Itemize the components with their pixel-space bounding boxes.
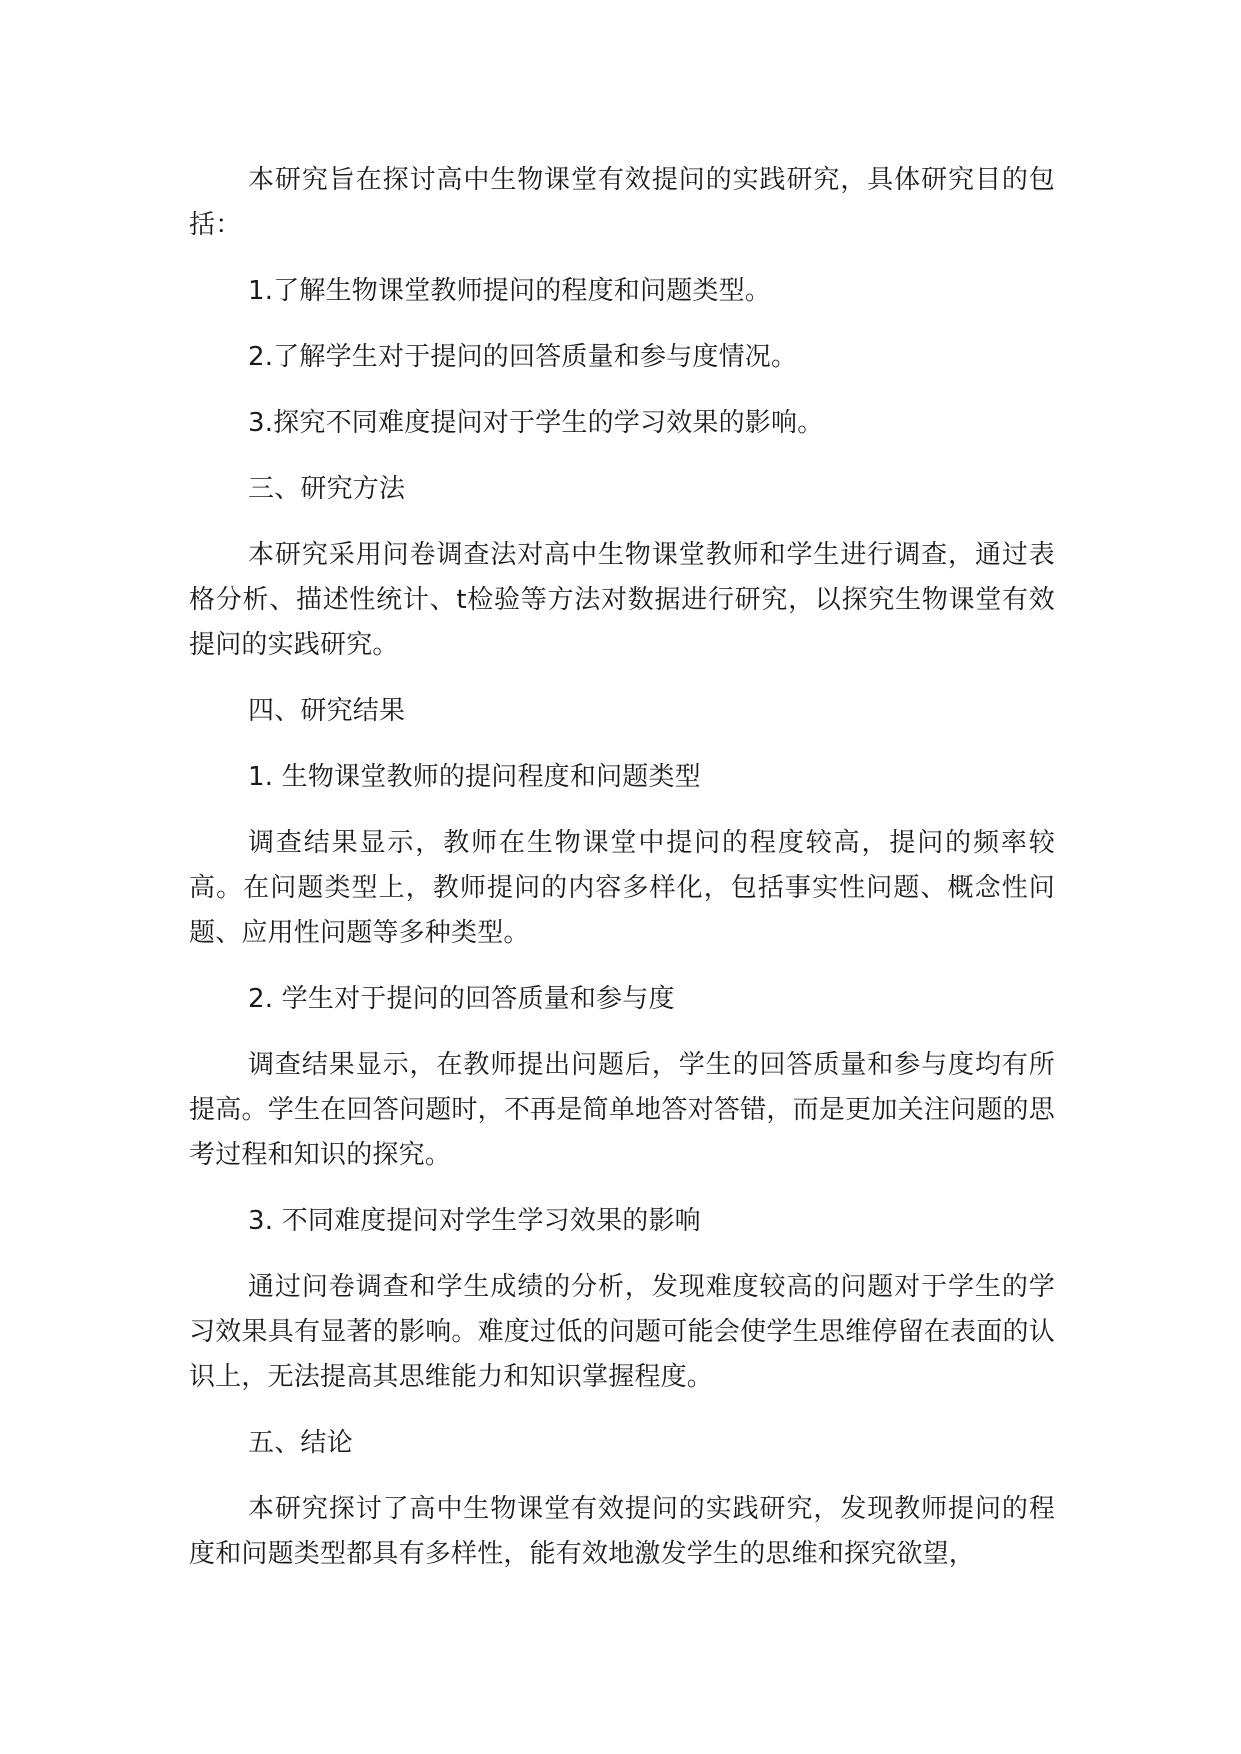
paragraph-result-3: 通过问卷调查和学生成绩的分析，发现难度较高的问题对于学生的学习效果具有显著的影响。难度过低的问题可能会使学生思维停留在表面的认识上，无法提高其思维能力和知识掌握程度。 <box>189 1272 1055 1392</box>
paragraph-methods: 本研究采用问卷调查法对高中生物课堂教师和学生进行调查，通过表格分析、描述性统计、t检验等方法对数据进行研究，以探究生物课堂有效提问的实践研究。 <box>189 540 1055 660</box>
section-heading-methods: 三、研究方法 <box>248 474 406 504</box>
subheading-result-1: 1. 生物课堂教师的提问程度和问题类型 <box>248 762 701 792</box>
list-item-purpose-2: 2.了解学生对于提问的回答质量和参与度情况。 <box>248 342 798 372</box>
paragraph-result-1: 调查结果显示，教师在生物课堂中提问的程度较高，提问的频率较高。在问题类型上，教师提问的内容多样化，包括事实性问题、概念性问题、应用性问题等多种类型。 <box>189 828 1055 948</box>
section-heading-results: 四、研究结果 <box>248 696 406 726</box>
list-item-purpose-3: 3.探究不同难度提问对于学生的学习效果的影响。 <box>248 408 824 438</box>
paragraph-result-2: 调查结果显示，在教师提出问题后，学生的回答质量和参与度均有所提高。学生在回答问题时，不再是简单地答对答错，而是更加关注问题的思考过程和知识的探究。 <box>189 1050 1055 1170</box>
document-body <box>189 158 1055 1598</box>
list-item-purpose-1: 1.了解生物课堂教师提问的程度和问题类型。 <box>248 276 772 306</box>
paragraph-conclusion: 本研究探讨了高中生物课堂有效提问的实践研究，发现教师提问的程度和问题类型都具有多样性，能有效地激发学生的思维和探究欲望， <box>189 1494 1055 1569</box>
section-heading-conclusion: 五、结论 <box>248 1428 353 1458</box>
subheading-result-3: 3. 不同难度提问对学生学习效果的影响 <box>248 1206 701 1236</box>
paragraph-research-purpose: 本研究旨在探讨高中生物课堂有效提问的实践研究，具体研究目的包括： <box>189 165 1055 240</box>
subheading-result-2: 2. 学生对于提问的回答质量和参与度 <box>248 984 675 1014</box>
